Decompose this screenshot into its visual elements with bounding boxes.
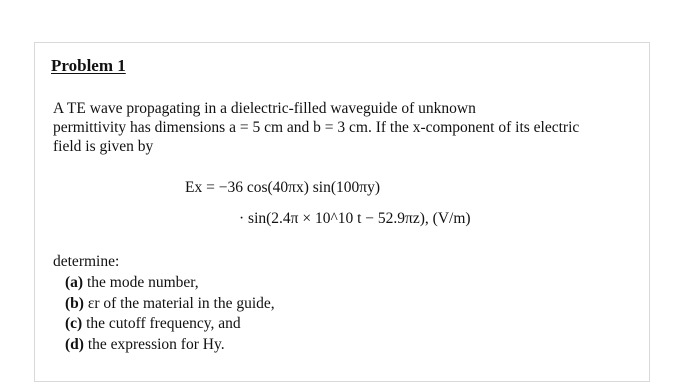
problem-title: Problem 1	[51, 56, 126, 75]
question-label-b: (b)	[65, 294, 84, 312]
question-item-d	[65, 335, 275, 356]
question-item-c	[65, 314, 275, 335]
electric-field-equation-line-1: Ex = −36 cos(40πx) sin(100πy)	[185, 179, 380, 196]
problem-statement	[53, 99, 643, 156]
determine-label: determine:	[53, 253, 120, 270]
question-text-b: εr of the material in the guide,	[87, 294, 275, 312]
question-item-b	[65, 294, 275, 315]
statement-line-1: A TE wave propagating in a dielectric-filled waveguide of unknown	[53, 100, 476, 117]
question-text-a: the mode number,	[86, 274, 199, 291]
statement-line-2: permittivity has dimensions a = 5 cm and b = 3 cm. If the x-component of its electric	[53, 119, 580, 136]
electric-field-equation-line-2: · sin(2.4π × 10^10 t − 52.9πz), (V/m)	[239, 210, 471, 227]
question-text-d: the expression for Hy.	[87, 335, 225, 353]
question-label-d: (d)	[65, 335, 84, 353]
question-text-c: the cutoff frequency, and	[86, 315, 241, 332]
question-list	[65, 273, 275, 355]
question-label-a: (a)	[65, 274, 84, 291]
problem-card	[34, 42, 650, 382]
question-item-a	[65, 273, 275, 294]
statement-line-3: field is given by	[53, 138, 154, 155]
question-label-c: (c)	[65, 315, 83, 332]
